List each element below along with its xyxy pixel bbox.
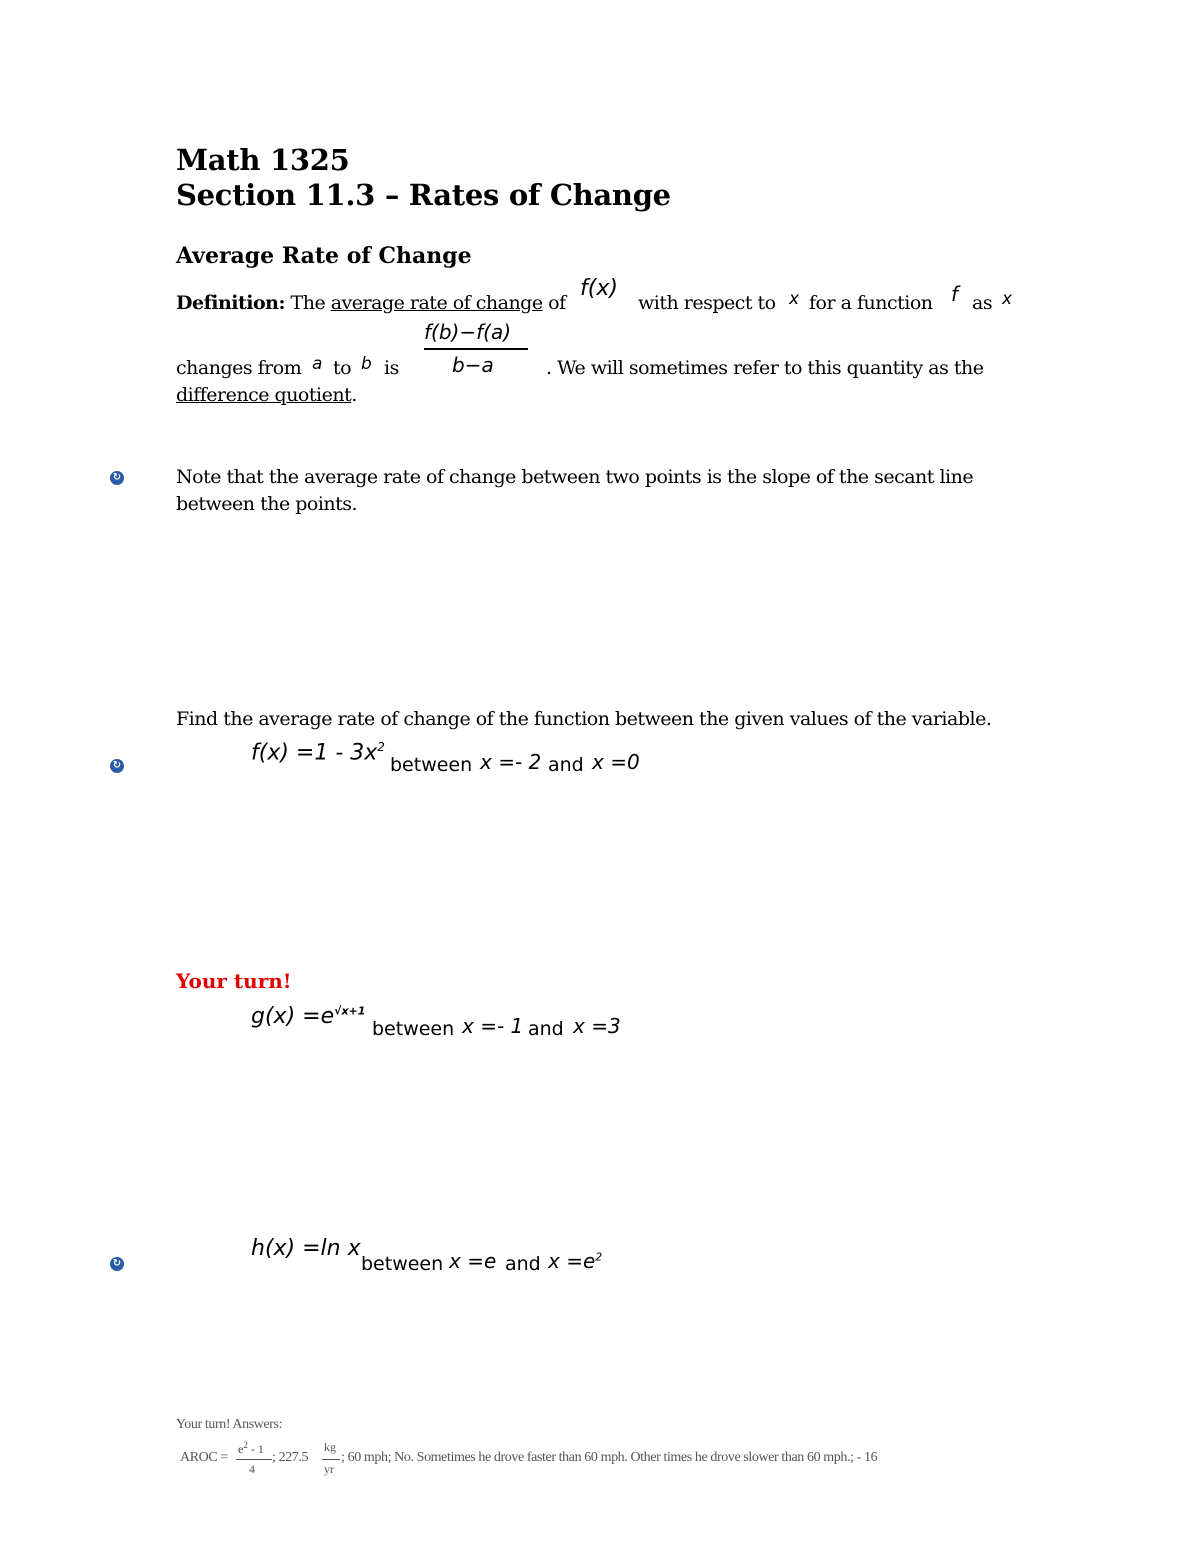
problem-3-value-2 — [548, 1249, 602, 1273]
math-fx: f(x) — [580, 276, 618, 301]
answers-aroc-label: AROC = — [180, 1450, 228, 1465]
section-heading: Average Rate of Change — [176, 243, 472, 269]
math-f: f — [951, 282, 959, 306]
bullet-icon: ↻ — [110, 471, 124, 485]
problem-2-function-text: g(x) =e — [251, 1004, 335, 1029]
problem-1-value-1: x =- 2 — [480, 750, 542, 774]
problem-1-exponent: 2 — [377, 740, 385, 754]
problem-3-and: and — [505, 1253, 541, 1275]
answers-num-base: e — [238, 1442, 244, 1456]
math-x: x — [1002, 289, 1013, 309]
definition-line-1 — [176, 292, 566, 314]
answers-num-exp: 2 — [243, 1440, 248, 1450]
problem-3-function: h(x) =ln x — [251, 1236, 361, 1261]
term-difference-quotient: difference quotient — [176, 384, 352, 406]
course-title: Math 1325 — [176, 143, 350, 177]
problem-2-and: and — [528, 1018, 564, 1040]
problem-2-between: between — [372, 1018, 455, 1040]
problem-1-value-2: x =0 — [592, 750, 640, 774]
definition-text: with respect to — [638, 292, 776, 314]
problem-1-between: between — [390, 754, 473, 776]
problem-3-between: between — [361, 1253, 444, 1275]
definition-text: . — [351, 384, 357, 406]
answers-fraction-numerator — [238, 1440, 264, 1457]
answers-num-rest: - 1 — [247, 1442, 264, 1456]
definition-line-3 — [176, 384, 357, 406]
answers-unit-kg: kg — [324, 1440, 336, 1454]
bullet-icon: ↻ — [110, 759, 124, 773]
answers-fraction-denominator: 4 — [249, 1462, 255, 1476]
section-title: Section 11.3 – Rates of Change — [176, 178, 671, 212]
math-x: x — [789, 289, 800, 309]
definition-line-2a: changes from — [176, 357, 302, 379]
fraction-bar — [424, 348, 528, 350]
answers-rest: ; 60 mph; No. Sometimes he drove faster than 60 mph. Other times he drove slower than 60 mph.; - 16 — [341, 1450, 878, 1465]
definition-text: of — [548, 292, 566, 314]
note-line-1: Note that the average rate of change between two points is the slope of the secant line — [176, 466, 974, 488]
problem-2-exponent: √x+1 — [334, 1004, 366, 1018]
find-prompt: Find the average rate of change of the function between the given values of the variable. — [176, 708, 992, 730]
note-line-2: between the points. — [176, 493, 358, 515]
problem-3-exponent: 2 — [595, 1250, 603, 1264]
math-b: b — [361, 354, 372, 374]
problem-3-value-1: x =e — [449, 1249, 497, 1273]
problem-2-value-1: x =- 1 — [462, 1014, 524, 1038]
definition-line-2b: to — [333, 357, 352, 379]
answers-unit-bar — [322, 1459, 340, 1460]
problem-1-function — [251, 740, 385, 765]
definition-line-1d: as — [972, 292, 993, 314]
definition-label: Definition: — [176, 292, 285, 314]
answers-sep: ; 227.5 — [272, 1450, 309, 1465]
answers-fraction-bar — [236, 1459, 272, 1460]
definition-line-2c: is — [384, 357, 399, 379]
definition-text: The — [290, 292, 326, 314]
fraction-denominator: b−a — [452, 353, 494, 377]
problem-2-value-2: x =3 — [573, 1014, 621, 1038]
definition-line-1c: for a function — [809, 292, 933, 314]
math-a: a — [312, 354, 323, 374]
term-average-rate: average rate of change — [330, 292, 543, 314]
problem-2-function — [251, 1004, 365, 1029]
answers-unit-yr: yr — [324, 1462, 334, 1476]
problem-1-and: and — [548, 754, 584, 776]
problem-1-function-text: f(x) =1 - 3x — [251, 740, 378, 766]
fraction-numerator: f(b)−f(a) — [424, 320, 512, 344]
definition-line-1b — [638, 292, 776, 314]
problem-3-value-2-text: x =e — [548, 1249, 596, 1273]
bullet-icon: ↻ — [110, 1257, 124, 1271]
answers-heading: Your turn! Answers: — [176, 1417, 283, 1432]
definition-line-2d: . We will sometimes refer to this quantity as the — [546, 357, 984, 379]
your-turn-heading: Your turn! — [176, 969, 292, 993]
